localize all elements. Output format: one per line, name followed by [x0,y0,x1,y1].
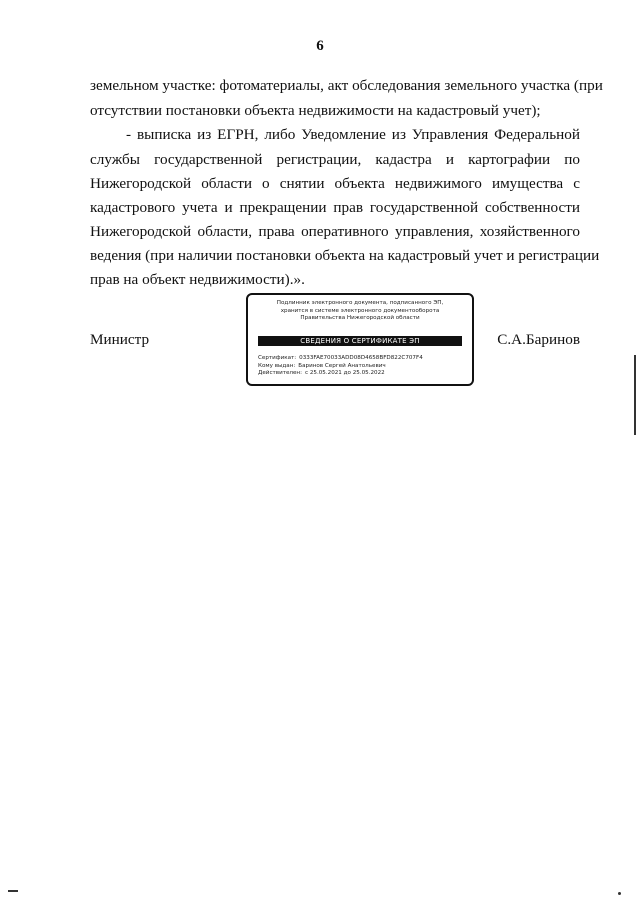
valid-value: с 25.05.2021 до 25.05.2022 [304,370,385,377]
minister-title: Министр [90,331,150,348]
issued-to-label: Кому выдан: [258,362,296,369]
body-line: прав на объект недвижимости).». [90,271,305,288]
body-line: отсутствии постановки объекта недвижимости на кадастровый учет); [90,102,541,119]
scan-artifact-bottom-left [8,890,18,892]
minister-name: С.А.Баринов [497,331,580,348]
body-line: ведения (при наличии постановки объекта на кадастровый учет и регистрации [90,247,600,264]
issued-to-value: Баринов Сергей Анатольевич [298,362,386,369]
certificate-row [258,355,468,363]
body-line: Нижегородской области о снятии объекта недвижимого имущества с [90,175,580,192]
certificate-value: 0333FAE70033ADD08D4658BFD822C707F4 [299,355,423,361]
valid-row [258,370,468,378]
scan-artifact-bottom-right [618,892,621,895]
scan-artifact-right-edge [634,355,636,435]
signature-details [258,355,468,378]
body-line: земельном участке: фотоматериалы, акт обследования земельного участка (при [90,77,603,94]
signature-banner: СВЕДЕНИЯ О СЕРТИФИКАТЕ ЭП [258,336,462,346]
signature-notice-line: Правительства Нижегородской области [300,315,420,322]
body-line: службы государственной регистрации, кадастра и картографии по [90,151,580,168]
signature-notice-line: хранится в системе электронного документооборота [280,307,440,314]
body-line: кадастрового учета и прекращении прав государственной собственности [90,199,580,216]
signature-stamp [246,293,474,386]
certificate-label: Сертификат: [258,355,297,361]
page-number: 6 [316,38,324,54]
body-line: Нижегородской области, права оперативного управления, хозяйственного [90,223,580,240]
signature-notice [248,300,472,323]
valid-label: Действителен: [258,370,302,377]
signature-notice-line: Подлинник электронного документа, подписанного ЭП, [276,300,444,306]
body-line: - выписка из ЕГРН, либо Уведомление из Управления Федеральной [126,126,580,143]
